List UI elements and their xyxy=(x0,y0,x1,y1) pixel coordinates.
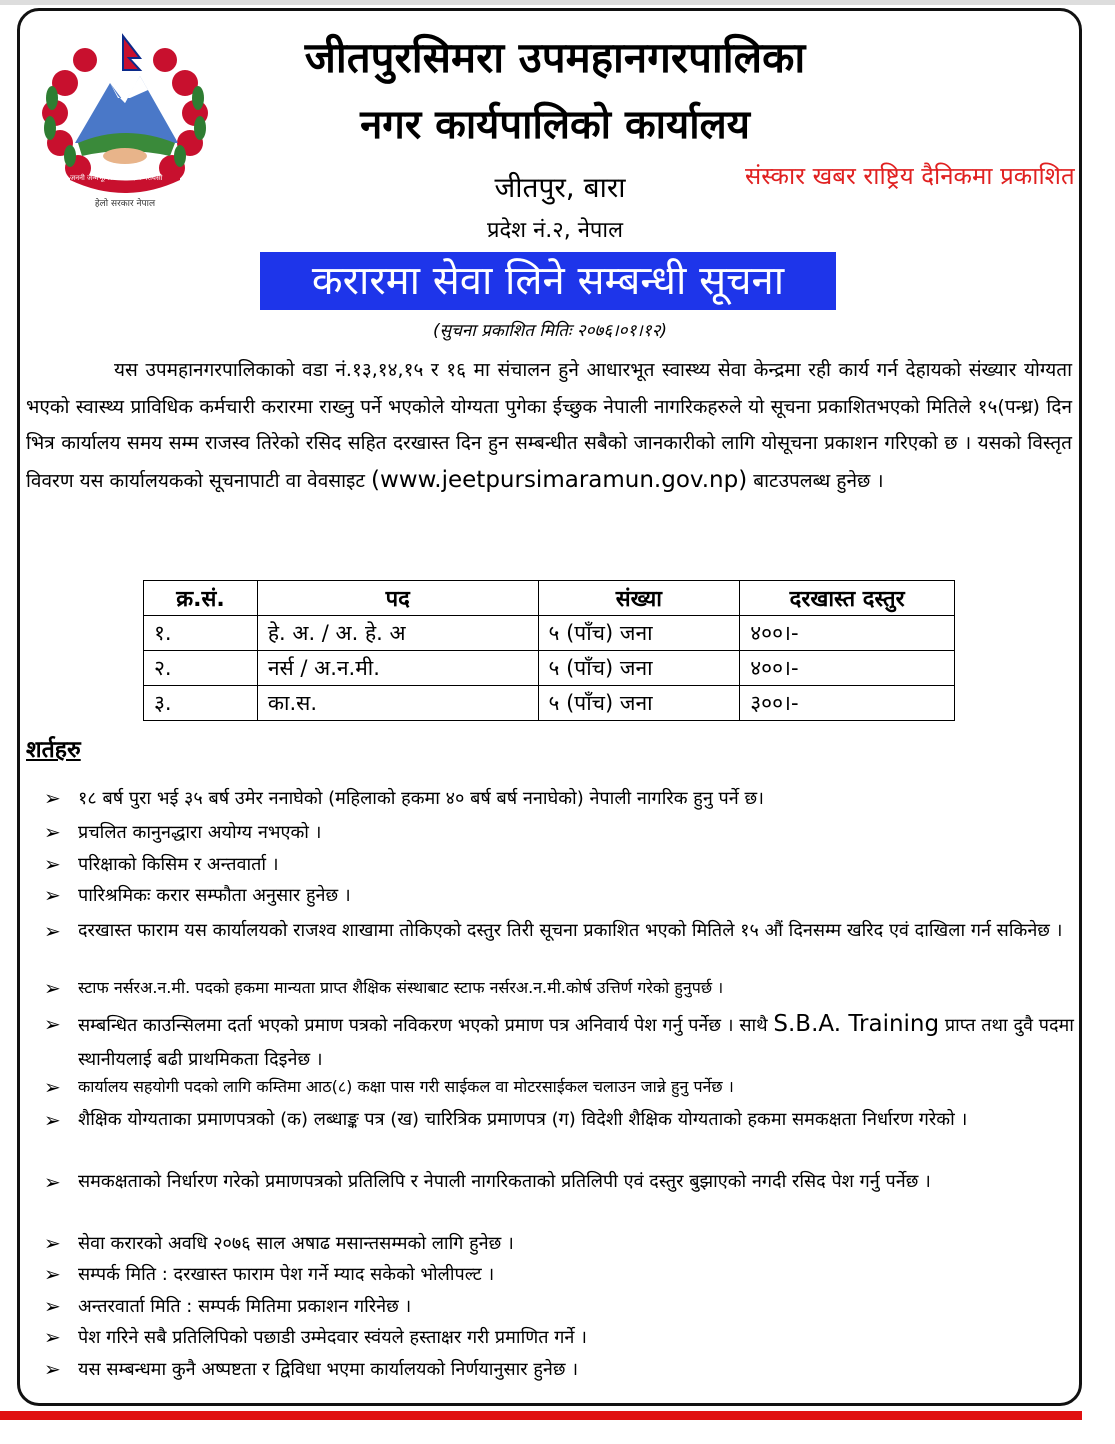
arrow-bullet-icon: ➢ xyxy=(44,919,61,943)
condition-text: दरखास्त फाराम यस कार्यालयको राजश्व शाखामा तोकिएको दस्तुर तिरी सूचना प्रकाशित भएको मितिले १५ औं दिनसम्म खरिद एवं दाखिला गर्न सकिनेछ । xyxy=(78,920,1063,941)
list-item xyxy=(44,1357,1074,1389)
list-item xyxy=(44,1075,1074,1105)
cell-serial: १. xyxy=(144,616,258,651)
cell-post: का.स. xyxy=(257,686,538,721)
sba-training-text: S.B.A. Training xyxy=(773,1011,940,1037)
emblem-motto: जननी जन्मभूमिश्च स्वर्गादपि गरीयसी xyxy=(70,174,163,182)
table-header-row xyxy=(144,581,955,616)
table-row xyxy=(144,616,955,651)
emblem-caption: हेलो सरकार नेपाल xyxy=(94,199,156,209)
condition-text: पारिश्रमिकः करार सम्फौता अनुसार हुनेछ । xyxy=(78,885,351,906)
paragraph-main-text: यस उपमहानगरपालिकाको वडा नं.१३,१४,१५ र १६ मा संचालन हुने आधारभूत स्वास्थ्य सेवा केन्द्रमा रही कार्य गर्न देहायको संख्यार योग्यता भएको स्वास्थ्य प्राविधिक कर्मचारी करारमा राख्नु पर्ने भएकोले योग्यता पुगेका ईच्छुक नेपाली नागरिकहरुले यो सूचना प्रकाशितभएको मितिले १५(पन्ध्र) दिन भित्र कार्यालय समय सम्म राजस्व तिरेको रसिद सहित दरखास्त दिन हुन सम्बन्धीत सबैको जानकारीको लागि योसूचना प्रकाशन गरिएको छ । यसको विस्तृत विवरण यस कार्यालयकको सूचनापाटी वा वेवसाइट xyxy=(26,359,1072,492)
condition-text: कार्यालय सहयोगी पदको लागि कम्तिमा आठ(८) कक्षा पास गरी साईकल वा मोटरसाईकल चलाउन जान्ने हुनु पर्नेछ । xyxy=(78,1077,734,1096)
nepal-emblem xyxy=(30,28,220,213)
arrow-bullet-icon: ➢ xyxy=(44,1170,61,1194)
arrow-bullet-icon: ➢ xyxy=(44,1108,61,1132)
condition-text: स्टाफ नर्सरअ.न.मी. पदको हकमा मान्यता प्राप्त शैक्षिक संस्थाबाट स्टाफ नर्सरअ.न.मी.कोर्ष उत्तिर्ण गरेको हुनुपर्छ । xyxy=(78,978,724,997)
conditions-list xyxy=(44,786,1074,1389)
list-item xyxy=(44,1231,1074,1262)
list-item xyxy=(44,1105,1074,1167)
posts-table xyxy=(143,580,955,721)
list-item xyxy=(44,820,1074,852)
website-link[interactable]: (www.jeetpursimaramun.gov.np) xyxy=(371,466,748,493)
emblem-icon xyxy=(30,28,220,213)
list-item xyxy=(44,976,1074,1007)
paragraph-end-text: बाटउपलब्ध हुनेछ । xyxy=(753,469,884,492)
table-row xyxy=(144,651,955,686)
arrow-bullet-icon: ➢ xyxy=(44,883,61,907)
column-header-post: पद xyxy=(257,581,538,616)
condition-text: सम्पर्क मिति : दरखास्त फाराम पेश गर्ने म्याद सकेको भोलीपल्ट । xyxy=(78,1264,495,1285)
arrow-bullet-icon: ➢ xyxy=(44,1012,61,1036)
condition-text: १८ बर्ष पुरा भई ३५ बर्ष उमेर ननाघेको (महिलाको हकमा ४० बर्ष बर्ष ननाघेको) नेपाली नागरिक हुनु पर्ने छ। xyxy=(78,788,764,809)
condition-text: सेवा करारको अवधि २०७६ साल अषाढ मसान्तसम्मको लागि हुनेछ । xyxy=(78,1233,514,1254)
table-row xyxy=(144,686,955,721)
condition-text: परिक्षाको किसिम र अन्तवार्ता । xyxy=(78,854,279,875)
cell-count: ५ (पाँच) जना xyxy=(538,651,740,686)
conditions-title: शर्तहरु xyxy=(26,737,81,763)
cell-fee: ४००।- xyxy=(740,651,955,686)
list-item xyxy=(44,1325,1074,1357)
arrow-bullet-icon: ➢ xyxy=(44,1262,61,1286)
arrow-bullet-icon: ➢ xyxy=(44,1075,61,1099)
list-item xyxy=(44,916,1074,976)
arrow-bullet-icon: ➢ xyxy=(44,852,61,876)
cell-fee: ३००।- xyxy=(740,686,955,721)
list-item xyxy=(44,1007,1074,1075)
condition-text: अन्तरवार्ता मिति : सम्पर्क मितिमा प्रकाशन गरिनेछ । xyxy=(78,1296,412,1317)
address-province: प्रदेश नं.२, नेपाल xyxy=(486,218,624,243)
cell-count: ५ (पाँच) जना xyxy=(538,686,740,721)
column-header-count: संख्या xyxy=(538,581,740,616)
arrow-bullet-icon: ➢ xyxy=(44,820,61,844)
arrow-bullet-icon: ➢ xyxy=(44,976,61,1000)
list-item xyxy=(44,883,1074,916)
condition-text: प्रचलित कानुनद्धारा अयोग्य नभएको । xyxy=(78,822,322,843)
address-city: जीतपुर, बारा xyxy=(494,171,626,204)
condition-text: समकक्षताको निर्धारण गरेको प्रमाणपत्रको प्रतिलिपि र नेपाली नागरिकताको प्रतिलिपी एवं दस्तुर बुझाएको नगदी रसिद पेश गर्नु पर्नेछ । xyxy=(78,1171,931,1192)
arrow-bullet-icon: ➢ xyxy=(44,1294,61,1318)
condition-text: पेश गरिने सबै प्रतिलिपिको पछाडी उम्मेदवार स्वंयले हस्ताक्षर गरी प्रमाणित गर्ने । xyxy=(78,1327,587,1348)
arrow-bullet-icon: ➢ xyxy=(44,1325,61,1349)
list-item xyxy=(44,1262,1074,1294)
cell-count: ५ (पाँच) जना xyxy=(538,616,740,651)
top-edge-strip xyxy=(0,0,1115,5)
notice-paragraph xyxy=(26,352,1072,499)
notice-banner: करारमा सेवा लिने सम्बन्धी सूचना xyxy=(260,252,836,310)
list-item xyxy=(44,1294,1074,1325)
condition-text: शैक्षिक योग्यताका प्रमाणपत्रको (क) लब्धाङ्क पत्र (ख) चारित्रिक प्रमाणपत्र (ग) विदेशी शैक्षिक योग्यताको हकमा समकक्षता निर्धारण गरेको । xyxy=(78,1109,968,1130)
arrow-bullet-icon: ➢ xyxy=(44,786,61,810)
cell-serial: २. xyxy=(144,651,258,686)
condition-text: सम्बन्धित काउन्सिलमा दर्ता भएको प्रमाण पत्रको नविकरण भएको प्रमाण पत्र अनिवार्य पेश गर्नु पर्नेछ । साथै xyxy=(78,1015,768,1036)
list-item xyxy=(44,786,1074,820)
publication-date: (सुचना प्रकाशित मितिः २०७६।०१।१२) xyxy=(432,321,668,341)
bottom-red-rule xyxy=(0,1411,1082,1420)
cell-fee: ४००।- xyxy=(740,616,955,651)
cell-serial: ३. xyxy=(144,686,258,721)
column-header-serial: क्र.सं. xyxy=(144,581,258,616)
arrow-bullet-icon: ➢ xyxy=(44,1357,61,1381)
column-header-fee: दरखास्त दस्तुर xyxy=(740,581,955,616)
cell-post: नर्स / अ.न.मी. xyxy=(257,651,538,686)
cell-post: हे. अ. / अ. हे. अ xyxy=(257,616,538,651)
list-item xyxy=(44,1167,1074,1231)
arrow-bullet-icon: ➢ xyxy=(44,1231,61,1255)
municipality-title: जीतपुरसिमरा उपमहानगरपालिका xyxy=(304,33,806,82)
condition-text: यस सम्बन्धमा कुनै अष्पष्टता र द्विविधा भएमा कार्यालयको निर्णयानुसार हुनेछ । xyxy=(78,1359,579,1380)
published-note: संस्कार खबर राष्ट्रिय दैनिकमा प्रकाशित xyxy=(745,162,1075,190)
condition-text-continued: प्राप्त तथा दुवै पदमा स्थानीयलाई बढी प्राथमिकता दिइनेछ । xyxy=(78,1015,1074,1070)
office-title: नगर कार्यपालिको कार्यालय xyxy=(360,101,750,148)
list-item xyxy=(44,852,1074,883)
